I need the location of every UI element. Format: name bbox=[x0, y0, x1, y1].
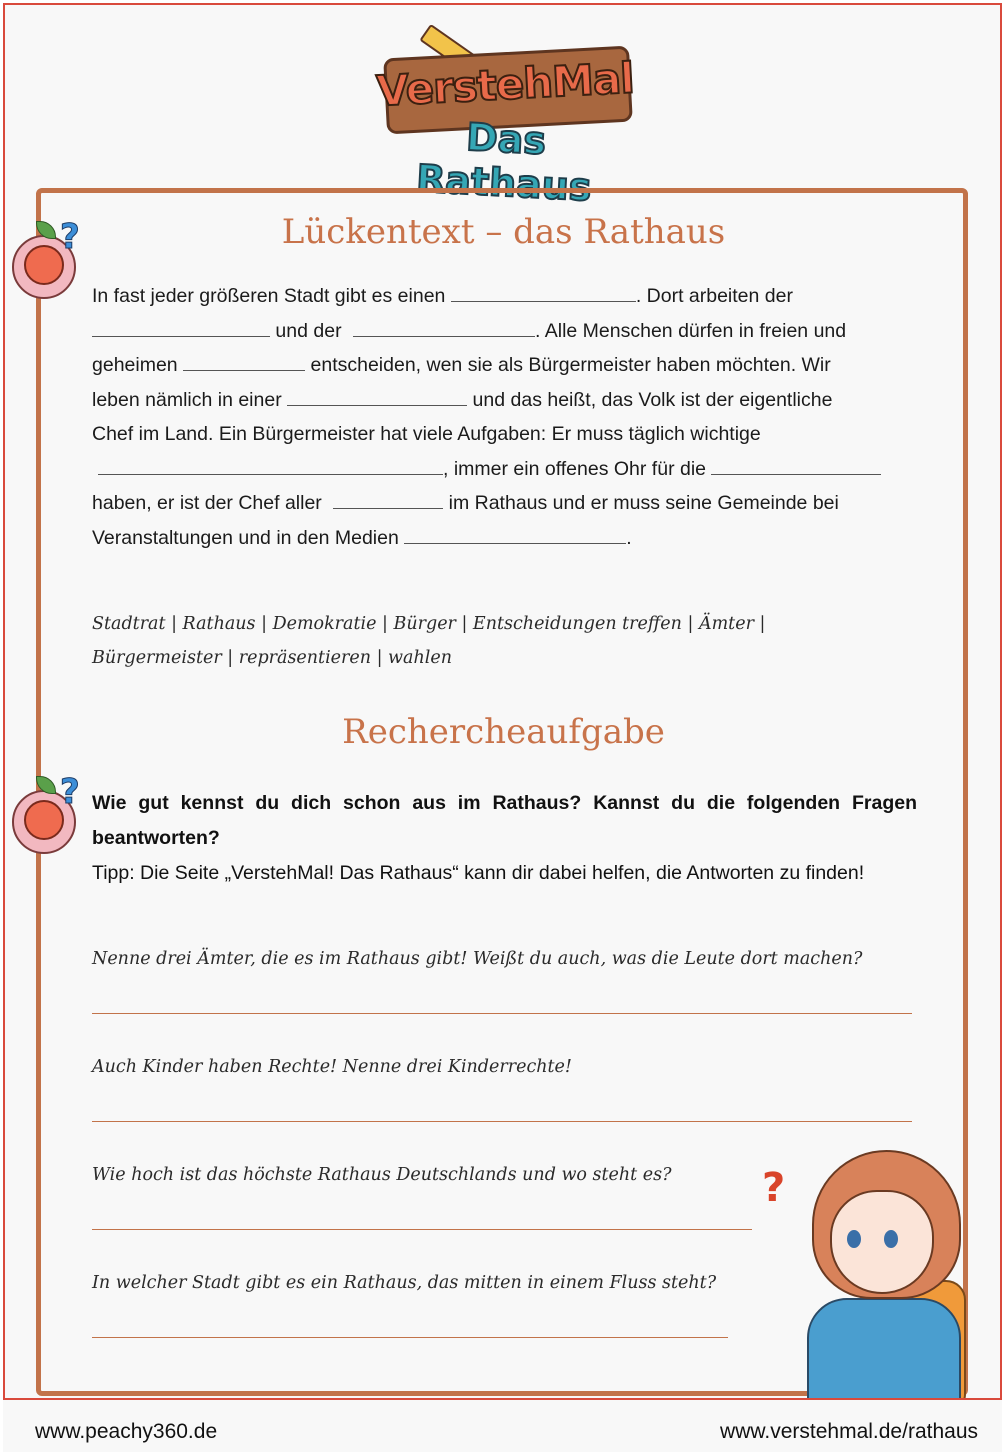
section-title-lueckentext: Lückentext – das Rathaus bbox=[281, 212, 726, 252]
footer bbox=[3, 1398, 1002, 1452]
mascot-icon bbox=[8, 770, 78, 860]
logo-title: VerstehMal bbox=[375, 53, 635, 116]
cloze-segment: entscheiden, wen sie als Bürgermeister haben möchten. Wir bbox=[310, 354, 831, 376]
section-title-recherche: Rechercheaufgabe bbox=[342, 712, 665, 752]
logo-subtitle: Das Rathaus bbox=[415, 114, 593, 210]
cloze-segment: leben nämlich in einer bbox=[92, 388, 282, 411]
blank-field[interactable] bbox=[92, 318, 270, 337]
cloze-segment: In fast jeder größeren Stadt gibt es einen bbox=[92, 285, 446, 307]
cloze-segment: haben, er ist der Chef aller bbox=[92, 492, 322, 514]
cloze-segment: Veranstaltungen und in den Medien bbox=[92, 526, 399, 549]
answer-line[interactable] bbox=[92, 1121, 912, 1122]
question-mark-icon: ? bbox=[60, 217, 80, 257]
verstehmal-logo bbox=[375, 22, 635, 210]
cloze-segment: und der bbox=[275, 319, 342, 342]
cloze-segment: im Rathaus und er muss seine Gemeinde bei bbox=[448, 492, 839, 514]
research-item-3: Wie hoch ist das höchste Rathaus Deutschlands und wo steht es? bbox=[92, 1165, 672, 1185]
blank-field[interactable] bbox=[711, 456, 881, 475]
blank-field[interactable] bbox=[451, 283, 636, 302]
cloze-segment: . Dort arbeiten der bbox=[635, 285, 793, 307]
blank-field[interactable] bbox=[287, 387, 467, 406]
research-question: Wie gut kennst du dich schon aus im Rathaus? Kannst du die folgenden Fragen beantworten? bbox=[92, 792, 917, 849]
cloze-segment: . bbox=[626, 526, 632, 549]
research-tip: Tipp: Die Seite „VerstehMal! Das Rathaus“ kann dir dabei helfen, die Antworten zu finden! bbox=[92, 862, 865, 884]
research-item-1: Nenne drei Ämter, die es im Rathaus gibt! Weißt du auch, was die Leute dort machen? bbox=[92, 949, 863, 969]
answer-line[interactable] bbox=[92, 1337, 728, 1338]
word-bank-line-1: Stadtrat | Rathaus | Demokratie | Bürger | Entscheidungen treffen | Ämter | bbox=[92, 614, 766, 634]
cloze-segment: . Alle Menschen dürfen in freien und bbox=[534, 319, 847, 342]
blank-field[interactable] bbox=[353, 318, 535, 337]
cloze-segment: Chef im Land. Ein Bürgermeister hat viele Aufgaben: Er muss täglich wichtige bbox=[92, 423, 761, 445]
footer-link-verstehmal[interactable]: www.verstehmal.de/rathaus bbox=[720, 1420, 978, 1443]
blank-field[interactable] bbox=[404, 525, 626, 544]
cloze-segment: , immer ein offenes Ohr für die bbox=[443, 457, 707, 480]
blank-field[interactable] bbox=[183, 352, 305, 371]
word-bank-line-2: Bürgermeister | repräsentieren | wahlen bbox=[92, 648, 452, 668]
research-item-4: In welcher Stadt gibt es ein Rathaus, das mitten in einem Fluss steht? bbox=[92, 1273, 717, 1293]
cloze-segment: und das heißt, das Volk ist der eigentliche bbox=[472, 388, 833, 411]
cloze-text bbox=[92, 279, 917, 555]
answer-line[interactable] bbox=[92, 1229, 752, 1230]
answer-line[interactable] bbox=[92, 1013, 912, 1014]
girl-illustration bbox=[762, 1150, 962, 1410]
research-item-2: Auch Kinder haben Rechte! Nenne drei Kinderrechte! bbox=[92, 1057, 572, 1077]
blank-field[interactable] bbox=[333, 490, 443, 509]
footer-link-peachy[interactable]: www.peachy360.de bbox=[35, 1420, 218, 1443]
blank-field[interactable] bbox=[98, 456, 443, 475]
question-mark-icon: ? bbox=[762, 1165, 786, 1211]
question-mark-icon: ? bbox=[60, 772, 80, 812]
cloze-segment: geheimen bbox=[92, 354, 178, 376]
